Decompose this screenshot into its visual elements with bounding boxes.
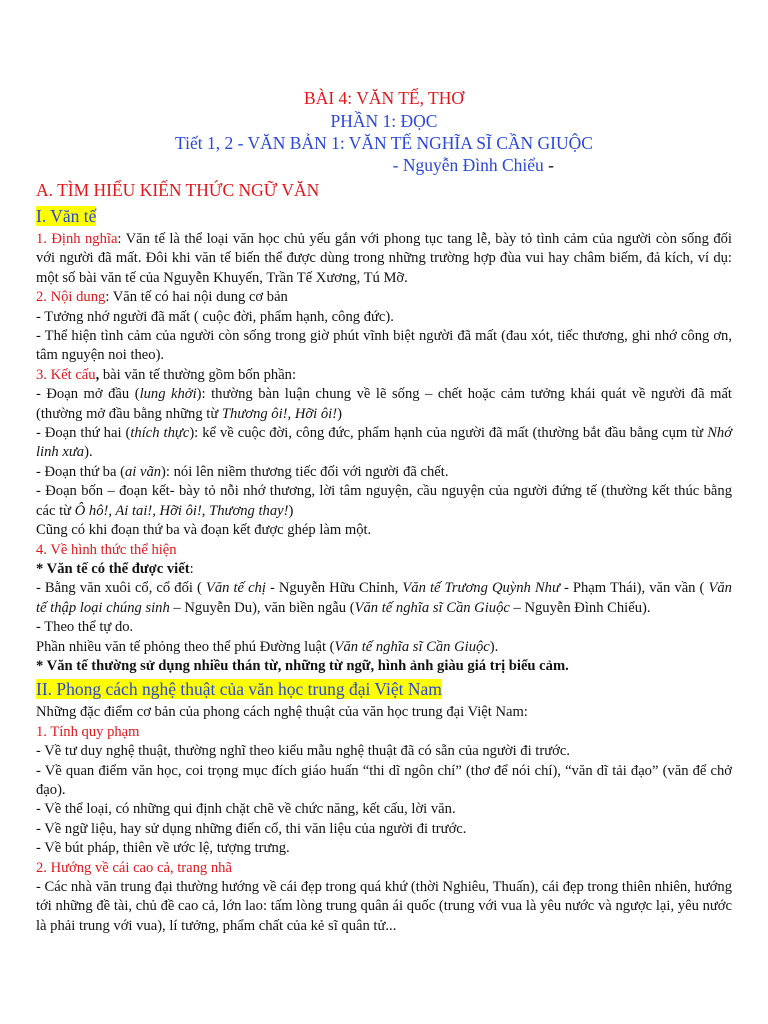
f1-italic-3: Văn tế thập loại chúng sinh	[36, 580, 732, 616]
s1-b: ): thường bàn luận chung về lẽ sống – chết hoặc cảm tưởng khái quát về người đã mất (thường mở đầu bằng những từ	[36, 386, 732, 422]
s1-c: )	[337, 405, 342, 422]
part2-heading: II. Phong cách nghệ thuật của văn học trung đại Việt Nam	[36, 679, 442, 700]
part2-item-3: - Về thể loại, có những qui định chặt chẽ về chức năng, kết cấu, lời văn.	[36, 801, 456, 818]
structure-comma: ,	[95, 366, 100, 383]
f1-italic-2: Văn tế Trương Quỳnh Như	[402, 580, 560, 597]
document-page	[36, 86, 732, 936]
part2-heading-wrap	[36, 678, 732, 702]
s2-b: ): kể về cuộc đời, công đức, phẩm hạnh của người đã mất (thường bắt đầu bằng cụm từ	[189, 425, 708, 442]
part2-item-6: - Các nhà văn trung đại thường hướng về cái đẹp trong quá khứ (thời Nghiêu, Thuấn), cái đẹp trong thiên nhiên, hướng tới những đề tài, chủ đề cao cả, lớn lao: tấm lòng trung quân ái quốc (trung với vua là yêu nước và ngược lại, yêu nước là phải trung với vua), lí tưởng, phẩm chất của kẻ sĩ quân tử...	[36, 879, 732, 934]
text-title: Tiết 1, 2 - VĂN BẢN 1: VĂN TẾ NGHĨA SĨ CẦN GIUỘC	[175, 133, 593, 153]
f3-b: ).	[489, 638, 499, 655]
part-title: PHẦN 1: ĐỌC	[330, 111, 438, 131]
definition-text: : Văn tế là thể loại văn học chủ yếu gắn với phong tục tang lễ, bày tỏ tình cảm của người còn sống đối với người đã mất. Đôi khi văn tế biến thể được dùng trong những trường hợp đùa vui hay châm biếm, đả kích, ví dụ: một số bài văn tế của Nguyễn Khuyến, Trần Tế Xương, Tú Mỡ.	[36, 231, 732, 286]
lesson-title: BÀI 4: VĂN TẾ, THƠ	[304, 88, 464, 108]
definition-paragraph	[36, 230, 732, 288]
form-heading: 4. Về hình thức thể hiện	[36, 541, 177, 558]
f1-d: – Nguyễn Du), văn biền ngẫu (	[169, 599, 355, 616]
part2-item-4: - Về ngữ liệu, hay sử dụng những điển cố, thi văn liệu của người đi trước.	[36, 820, 467, 837]
part2-item-2: - Về quan điểm văn học, coi trọng mục đích giáo huấn “thi dĩ ngôn chí” (thơ để nói chí), “văn dĩ tải đạo” (văn để chở đạo).	[36, 762, 732, 798]
s1-italic: lung khởi	[139, 386, 197, 403]
s3-b: ): nói lên niềm thương tiếc đối với người đã chết.	[161, 463, 449, 480]
part1-heading-wrap	[36, 205, 732, 229]
f1-e: – Nguyễn Đình Chiểu).	[509, 599, 651, 616]
author-name: - Nguyễn Đình Chiểu	[392, 155, 544, 175]
part2-item-5: - Về bút pháp, thiên về ước lệ, tượng trưng.	[36, 840, 290, 857]
structure-paragraph	[36, 366, 732, 385]
f3-a: Phần nhiều văn tế phỏng theo thể phú Đường luật (	[36, 638, 335, 655]
s4-italic: Ô hô!, Ai tai!, Hỡi ôi!, Thương thay!	[74, 502, 289, 519]
form-subheading	[36, 560, 732, 579]
part2-sub1: 1. Tính quy phạm	[36, 723, 140, 740]
form-item-4: * Văn tế thường sử dụng nhiều thán từ, những từ ngữ, hình ảnh giàu giá trị biểu cảm.	[36, 657, 569, 674]
section-a-heading: A. TÌM HIỂU KIẾN THỨC NGỮ VĂN	[36, 180, 320, 200]
structure-item-3	[36, 463, 732, 482]
form-item-1	[36, 579, 732, 618]
form-bold: * Văn tế có thể được viết	[36, 560, 190, 577]
s1-italic-2: Thương ôi!, Hỡi ôi!	[221, 405, 338, 422]
content-item-1: - Tưởng nhớ người đã mất ( cuộc đời, phẩm hạnh, công đức).	[36, 308, 394, 325]
author-dash: -	[548, 155, 554, 175]
f1-c: - Phạm Thái), văn vần (	[559, 580, 709, 597]
structure-text: bài văn tế thường gồm bốn phần:	[99, 366, 297, 383]
structure-item-4	[36, 482, 732, 521]
part2-sub2: 2. Hướng về cái cao cả, trang nhã	[36, 859, 232, 876]
s3-italic: ai vãn	[124, 463, 162, 480]
part2-intro: Những đặc điểm cơ bản của phong cách nghệ thuật của văn học trung đại Việt Nam:	[36, 704, 528, 721]
content-text: : Văn tế có hai nội dung cơ bản	[105, 289, 288, 306]
structure-label: 3. Kết cấu	[36, 366, 96, 383]
s2-italic: thích thực	[130, 425, 190, 442]
structure-item-1	[36, 385, 732, 424]
part2-item-1: - Về tư duy nghệ thuật, thường nghĩ theo kiểu mẫu nghệ thuật đã có sẵn của người đi trước.	[36, 743, 570, 760]
f1-italic-4: Văn tế nghĩa sĩ Cần Giuộc	[354, 599, 510, 616]
author-line	[36, 154, 732, 176]
content-item-2: - Thể hiện tình cảm của người còn sống trong giờ phút vĩnh biệt người đã mất (đau xót, tiếc thương, ghi nhớ công ơn, tâm nguyện noi theo).	[36, 328, 732, 364]
f1-italic-1: Văn tế chị	[205, 580, 266, 597]
s1-a: - Đoạn mở đầu (	[36, 386, 140, 403]
part1-heading: I. Văn tế	[36, 206, 97, 226]
structure-note: Cũng có khi đoạn thứ ba và đoạn kết được ghép làm một.	[36, 522, 372, 539]
s2-a: - Đoạn thứ hai (	[36, 425, 131, 442]
s4-c: )	[288, 502, 294, 519]
structure-item-2	[36, 424, 732, 463]
f1-a: - Bằng văn xuôi cổ, cổ đối (	[36, 580, 206, 597]
content-paragraph	[36, 288, 732, 307]
s3-a: - Đoạn thứ ba (	[36, 463, 125, 480]
f3-italic: Văn tế nghĩa sĩ Cần Giuộc	[334, 638, 490, 655]
definition-label: 1. Định nghĩa	[36, 231, 118, 247]
f1-b: - Nguyễn Hữu Chỉnh,	[265, 580, 403, 597]
s2-c: ).	[84, 444, 93, 461]
s2-italic-2: Nhớ linh xưa	[36, 425, 733, 461]
form-colon: :	[189, 560, 194, 577]
s4-a: - Đoạn bốn – đoạn kết- bày tỏ nỗi nhớ thương, lời tâm nguyện, cầu nguyện của người đứng tế (thường kết thúc bằng các từ	[36, 483, 732, 519]
content-label: 2. Nội dung	[36, 289, 106, 306]
form-item-2: - Theo thể tự do.	[36, 619, 134, 636]
form-item-3	[36, 638, 732, 657]
